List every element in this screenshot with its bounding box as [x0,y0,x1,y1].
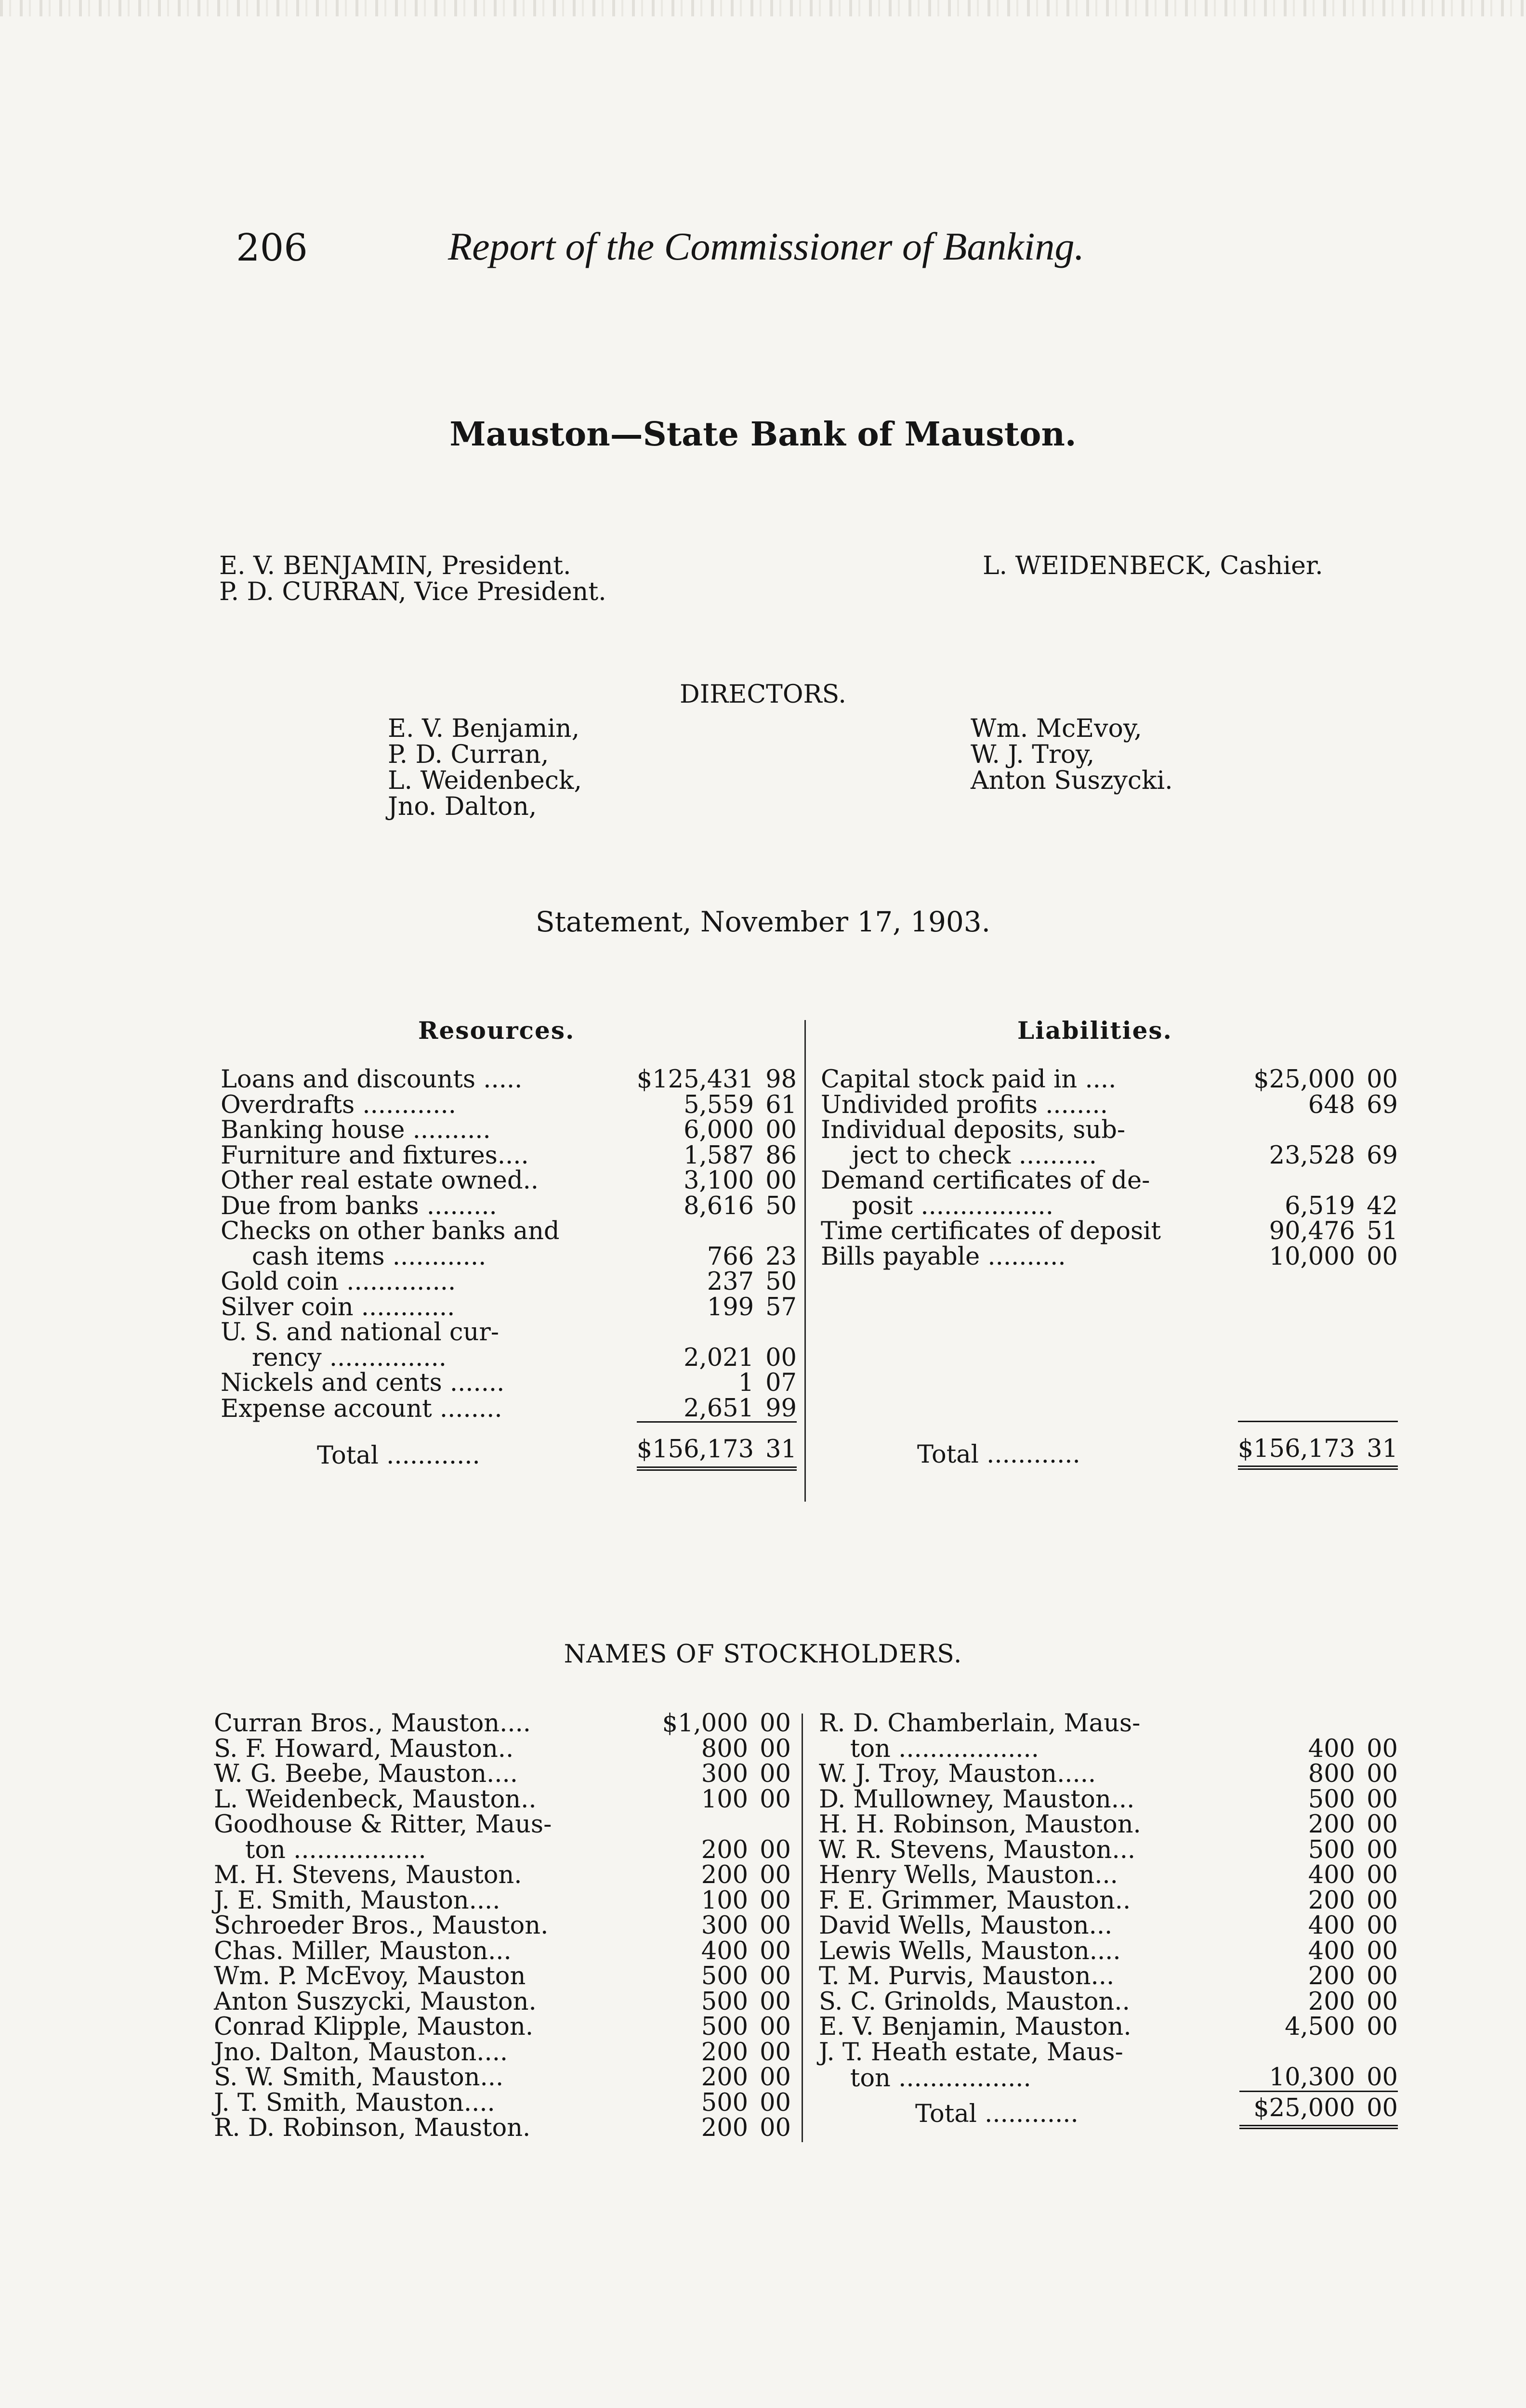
stockholder-row-label: W. R. Stevens, Mauston... [819,1835,1136,1864]
resource-row-cents: 61 [765,1090,797,1119]
liability-row-dollars: 6,519 [1285,1191,1355,1220]
resource-row [221,1194,797,1219]
liability-row [821,1194,1398,1219]
resource-row-label: Gold coin .............. [221,1268,456,1296]
stockholder-row-dollars: 500 [1308,1785,1355,1814]
spacer-row [821,1269,1398,1295]
stockholder-row-cents: 00 [1367,1987,1398,2016]
resource-row-cents: 00 [765,1116,797,1144]
total-row [821,1421,1398,1468]
liability-row-label: Bills payable .......... [821,1242,1066,1271]
stockholder-row-dollars: 500 [701,2088,749,2117]
stockholder-row-label: R. D. Chamberlain, Maus- [819,1709,1141,1738]
resource-row [221,1244,797,1270]
stockholder-row-dollars: 500 [701,2013,749,2041]
resource-row-dollars [637,1219,754,1244]
resource-row-dollars: 199 [707,1293,754,1322]
stockholder-row [214,2091,791,2116]
stockholder-row-label: Goodhouse & Ritter, Maus- [214,1810,552,1839]
stockholder-row [819,1838,1398,1863]
director: Wm. McEvoy, [971,714,1142,743]
stockholder-row [214,1939,791,1964]
total-lab: Total ............ [317,1441,480,1470]
stockholder-row-label: ton .................. [819,1734,1039,1763]
resource-row [221,1219,797,1244]
stockholder-row [214,1737,791,1762]
resource-row-cents: 50 [765,1191,797,1220]
column-divider [804,1020,806,1502]
resource-row-label: rency ............... [221,1343,447,1372]
stockholder-row [819,1913,1398,1939]
stockholder-row-dollars: $1,000 [662,1709,749,1738]
page-number: 206 [236,226,308,270]
resource-row-dollars: $125,431 [636,1065,754,1094]
stockholder-row-cents: 00 [1367,1835,1398,1864]
resource-row [221,1320,797,1346]
total-cen: 00 [1355,2091,1398,2127]
stockholder-row-dollars: 200 [1308,1987,1355,2016]
stockholder-row-label: L. Weidenbeck, Mauston.. [214,1785,537,1814]
stockholder-row-label: Anton Suszycki, Mauston. [214,1987,537,2016]
stockholder-row-dollars: 400 [1308,1861,1355,1889]
stockholder-row-cents: 00 [1367,2063,1398,2092]
stockholder-row-cents: 00 [760,1987,791,2016]
stockholder-row-cents: 00 [760,1785,791,1814]
liability-row-cents: 51 [1367,1217,1398,1245]
resource-row [221,1371,797,1396]
stockholder-row-cents: 00 [1367,1785,1398,1814]
liability-row-cents [1355,1168,1398,1194]
stockholder-row-dollars: 500 [701,1987,749,2016]
stockholder-row-dollars [1239,1711,1355,1737]
stockholder-row-cents: 00 [1367,1861,1398,1889]
liability-row-label: posit ................. [821,1191,1053,1220]
liability-row [821,1168,1398,1194]
stockholder-row [819,1964,1398,1989]
stockholder-row-dollars: 4,500 [1285,2013,1355,2041]
directors-left [388,716,582,820]
resources-heading: Resources. [418,1016,575,1045]
stockholder-row-label: ton ................. [214,1835,426,1864]
total-row [819,2091,1398,2127]
stockholder-row [214,1762,791,1787]
resources-table [221,1067,797,1471]
stockholder-row-dollars: 400 [1308,1734,1355,1763]
stockholder-row-dollars: 200 [701,2038,749,2067]
stockholder-row-label: E. V. Benjamin, Mauston. [819,2013,1131,2041]
director: Jno. Dalton, [388,792,537,821]
stockholder-row [819,2040,1398,2066]
spacer-row [821,1320,1398,1346]
stockholder-row [819,1787,1398,1813]
stockholder-row-cents: 00 [760,2013,791,2041]
resource-row-label: Due from banks ......... [221,1191,497,1220]
stockholder-row-label: Lewis Wells, Mauston.... [819,1937,1121,1965]
stockholder-row-dollars [632,1812,748,1838]
resource-row-label: Silver coin ............ [221,1293,455,1322]
stockholder-row-cents: 00 [760,1962,791,1990]
resource-row-label: Expense account ........ [221,1395,502,1423]
stockholder-row-label: D. Mullowney, Mauston... [819,1785,1135,1814]
stockholder-row-cents: 00 [760,1709,791,1738]
resource-row [221,1093,797,1118]
stockholder-row-dollars: 500 [701,1962,749,1990]
stockholder-row-dollars: 200 [701,1861,749,1889]
stockholder-row [214,2116,791,2141]
resource-row-label: Overdrafts ............ [221,1090,456,1119]
liability-row-dollars: 90,476 [1269,1217,1355,1245]
total-dol: $25,000 [1239,2091,1355,2127]
stockholder-row-label: W. J. Troy, Mauston..... [819,1760,1096,1788]
stockholder-row-dollars: 300 [701,1911,749,1940]
liability-row-label: ject to check .......... [821,1141,1097,1170]
stockholder-row-dollars: 200 [701,1835,749,1864]
stockholder-row-cents: 00 [760,1835,791,1864]
director: E. V. Benjamin, [388,714,580,743]
liability-row-dollars: 10,000 [1269,1242,1355,1271]
stockholder-row-cents: 00 [760,1937,791,1965]
resource-row [221,1346,797,1371]
liability-row-label: Time certificates of deposit [821,1217,1161,1245]
resource-row-dollars: 6,000 [684,1116,754,1144]
resource-row [221,1396,797,1422]
spacer-row [821,1371,1398,1396]
stockholder-row-label: ton ................. [819,2064,1031,2093]
director: W. J. Troy, [971,740,1095,769]
stockholder-row [214,1888,791,1914]
resource-row [221,1269,797,1295]
stockholder-row [214,1838,791,1863]
stockholder-row [214,2040,791,2066]
bank-title: Mauston—State Bank of Mauston. [449,415,1077,454]
resource-row [221,1067,797,1093]
resource-row-label: U. S. and national cur- [221,1318,499,1347]
stockholder-row-cents: 00 [760,2088,791,2117]
column-divider [802,1714,803,2142]
vice-president: P. D. CURRAN, Vice President. [219,577,606,606]
stockholder-row-label: T. M. Purvis, Mauston... [819,1962,1115,1990]
resource-row-dollars: 5,559 [684,1090,754,1119]
stockholder-row-cents: 00 [760,1886,791,1915]
stockholder-row-cents: 00 [1367,1760,1398,1788]
liability-row [821,1143,1398,1169]
cashier: L. WEIDENBECK, Cashier. [983,551,1323,580]
stockholder-row-label: S. F. Howard, Mauston.. [214,1734,514,1763]
liability-row [821,1067,1398,1093]
stockholder-row [819,1863,1398,1888]
stockholder-row-label: David Wells, Mauston... [819,1911,1113,1940]
total-dol: $156,173 [637,1422,754,1469]
liabilities-heading: Liabilities. [1017,1016,1172,1045]
resource-row-label: Nickels and cents ....... [221,1369,505,1397]
resource-row-label: Checks on other banks and [221,1217,560,1245]
liability-row-label: Capital stock paid in .... [821,1065,1117,1094]
stockholders-left-table [214,1711,791,2141]
resource-row-cents: 23 [765,1242,797,1271]
resource-row-dollars: 1,587 [684,1141,754,1170]
resource-row-dollars: 237 [707,1268,754,1296]
total-row [221,1422,797,1469]
stockholder-row-label: M. H. Stevens, Mauston. [214,1861,522,1889]
stockholder-row-label: W. G. Beebe, Mauston.... [214,1760,518,1788]
stockholder-row-label: Curran Bros., Mauston.... [214,1709,531,1738]
resource-row-dollars: 2,651 [684,1394,754,1423]
stockholder-row-label: J. E. Smith, Mauston.... [214,1886,500,1915]
stockholder-row-cents: 00 [1367,1962,1398,1990]
stockholder-row-dollars [1239,2040,1355,2066]
stockholder-row-dollars: 100 [701,1886,749,1915]
resource-row-label: cash items ............ [221,1242,487,1271]
stockholders-heading: NAMES OF STOCKHOLDERS. [564,1640,962,1669]
resource-row-dollars: 8,616 [684,1191,754,1220]
stockholder-row [819,1812,1398,1838]
resource-row-cents: 50 [765,1268,797,1296]
stockholder-row-cents: 00 [760,2038,791,2067]
spacer-row [821,1295,1398,1321]
liability-row [821,1244,1398,1270]
stockholder-row [214,2015,791,2040]
stockholder-row-cents: 00 [760,2114,791,2142]
stockholder-row-cents [748,1812,791,1838]
stockholder-row [214,1964,791,1989]
liability-row-dollars [1238,1118,1355,1143]
stockholder-row-dollars: 800 [701,1734,749,1763]
spacer-row [821,1396,1398,1422]
stockholder-row-label: H. H. Robinson, Mauston. [819,1810,1141,1839]
statement-title: Statement, November 17, 1903. [535,905,991,938]
resource-row-cents: 98 [765,1065,797,1094]
officers-left [219,553,606,605]
stockholder-row-label: R. D. Robinson, Mauston. [214,2114,531,2142]
stockholder-row-dollars: 10,300 [1269,2063,1355,2092]
resource-row [221,1143,797,1169]
resource-row-dollars [637,1320,754,1346]
stockholder-row [819,1711,1398,1737]
stockholder-row-dollars: 300 [701,1760,749,1788]
resource-row [221,1168,797,1194]
resource-row-cents: 86 [765,1141,797,1170]
stockholder-row-cents: 00 [1367,1911,1398,1940]
stockholder-row-label: Henry Wells, Mauston... [819,1861,1118,1889]
resource-row-label: Loans and discounts ..... [221,1065,523,1094]
stockholder-row [214,2065,791,2091]
stockholder-row-label: Jno. Dalton, Mauston.... [214,2038,508,2067]
liability-row [821,1093,1398,1118]
stockholder-row-dollars: 500 [1308,1835,1355,1864]
total-cen: 31 [754,1422,797,1469]
resource-row [221,1118,797,1143]
resource-row-dollars: 1 [738,1369,754,1397]
scan-border [0,0,1526,16]
stockholder-row-cents: 00 [1367,1810,1398,1839]
total-lab: Total ............ [917,1440,1080,1469]
stockholder-row-cents: 00 [1367,1734,1398,1763]
stockholder-row-cents [1355,2040,1398,2066]
liability-row-cents [1355,1118,1398,1143]
stockholder-row [819,2065,1398,2091]
spacer-row [821,1346,1398,1371]
liability-row-cents: 00 [1367,1065,1398,1094]
stockholder-row-cents: 00 [760,1760,791,1788]
stockholder-row-cents: 00 [1367,1937,1398,1965]
total-lab: Total ............ [915,2100,1079,2128]
stockholder-row-dollars: 200 [701,2114,749,2142]
resource-row-dollars: 2,021 [684,1343,754,1372]
liability-row [821,1118,1398,1143]
director: P. D. Curran, [388,740,549,769]
stockholders-right-table [819,1711,1398,2129]
stockholder-row-dollars: 200 [701,2063,749,2092]
stockholder-row-label: Schroeder Bros., Mauston. [214,1911,549,1940]
total-dol: $156,173 [1238,1421,1355,1468]
stockholder-row [214,1787,791,1813]
stockholder-row-label: F. E. Grimmer, Mauston.. [819,1886,1131,1915]
resource-row-label: Furniture and fixtures.... [221,1141,529,1170]
stockholder-row-label: J. T. Smith, Mauston.... [214,2088,495,2117]
liability-row-dollars: 648 [1308,1090,1355,1119]
stockholder-row-label: Conrad Klipple, Mauston. [214,2013,534,2041]
resource-row-label: Banking house .......... [221,1116,491,1144]
resource-row-cents [754,1320,797,1346]
stockholder-row-cents [1355,1711,1398,1737]
resource-row-dollars: 3,100 [684,1166,754,1195]
directors-right [971,716,1173,794]
liability-row [821,1219,1398,1244]
stockholder-row [819,1762,1398,1787]
stockholder-row [214,1863,791,1888]
resource-row-cents [754,1219,797,1244]
liability-row-cents: 69 [1367,1141,1398,1170]
stockholder-row [214,1812,791,1838]
stockholder-row [819,1888,1398,1914]
stockholder-row-cents: 00 [1367,1886,1398,1915]
director: L. Weidenbeck, [388,766,582,795]
liability-row-cents: 00 [1367,1242,1398,1271]
president: E. V. BENJAMIN, President. [219,551,571,580]
directors-heading: DIRECTORS. [680,680,846,709]
liability-row-dollars: 23,528 [1269,1141,1355,1170]
liability-row-cents: 42 [1367,1191,1398,1220]
stockholder-row-cents: 00 [760,1911,791,1940]
stockholder-row-cents: 00 [760,1861,791,1889]
stockholder-row [819,1737,1398,1762]
resource-row-dollars: 766 [707,1242,754,1271]
stockholder-row [214,1913,791,1939]
resource-row-cents: 99 [765,1394,797,1423]
liability-row-label: Demand certificates of de- [821,1166,1150,1195]
liability-row-dollars: $25,000 [1253,1065,1355,1094]
stockholder-row-cents: 00 [760,1734,791,1763]
resource-row-cents: 00 [765,1166,797,1195]
liability-row-label: Individual deposits, sub- [821,1116,1126,1144]
stockholder-row [819,1989,1398,2015]
stockholder-row [214,1711,791,1737]
stockholder-row-dollars: 400 [701,1937,749,1965]
stockholder-row-dollars: 800 [1308,1760,1355,1788]
stockholder-row-dollars: 100 [701,1785,749,1814]
stockholder-row [819,1939,1398,1964]
total-cen: 31 [1355,1421,1398,1468]
resource-row [221,1295,797,1321]
running-title: Report of the Commissioner of Banking. [448,224,1085,268]
director: Anton Suszycki. [971,766,1173,795]
stockholder-row [819,2015,1398,2040]
liability-row-dollars [1238,1168,1355,1194]
stockholder-row-dollars: 200 [1308,1962,1355,1990]
resource-row-label: Other real estate owned.. [221,1166,539,1195]
stockholder-row-cents: 00 [760,2063,791,2092]
stockholder-row-label: Chas. Miller, Mauston... [214,1937,512,1965]
resource-row-cents: 57 [765,1293,797,1322]
stockholder-row-dollars: 400 [1308,1937,1355,1965]
stockholder-row-label: Wm. P. McEvoy, Mauston [214,1962,526,1990]
resource-row-cents: 00 [765,1343,797,1372]
stockholder-row-label: S. C. Grinolds, Mauston.. [819,1987,1130,2016]
stockholder-row-label: J. T. Heath estate, Maus- [819,2038,1123,2067]
liability-row-cents: 69 [1367,1090,1398,1119]
stockholder-row-label: S. W. Smith, Mauston... [214,2063,504,2092]
stockholder-row [214,1989,791,2015]
resource-row-cents: 07 [765,1369,797,1397]
liability-row-label: Undivided profits ........ [821,1090,1108,1119]
liabilities-table [821,1067,1398,1470]
stockholder-row-dollars: 400 [1308,1911,1355,1940]
stockholder-row-cents: 00 [1367,2013,1398,2041]
stockholder-row-dollars: 200 [1308,1886,1355,1915]
stockholder-row-dollars: 200 [1308,1810,1355,1839]
